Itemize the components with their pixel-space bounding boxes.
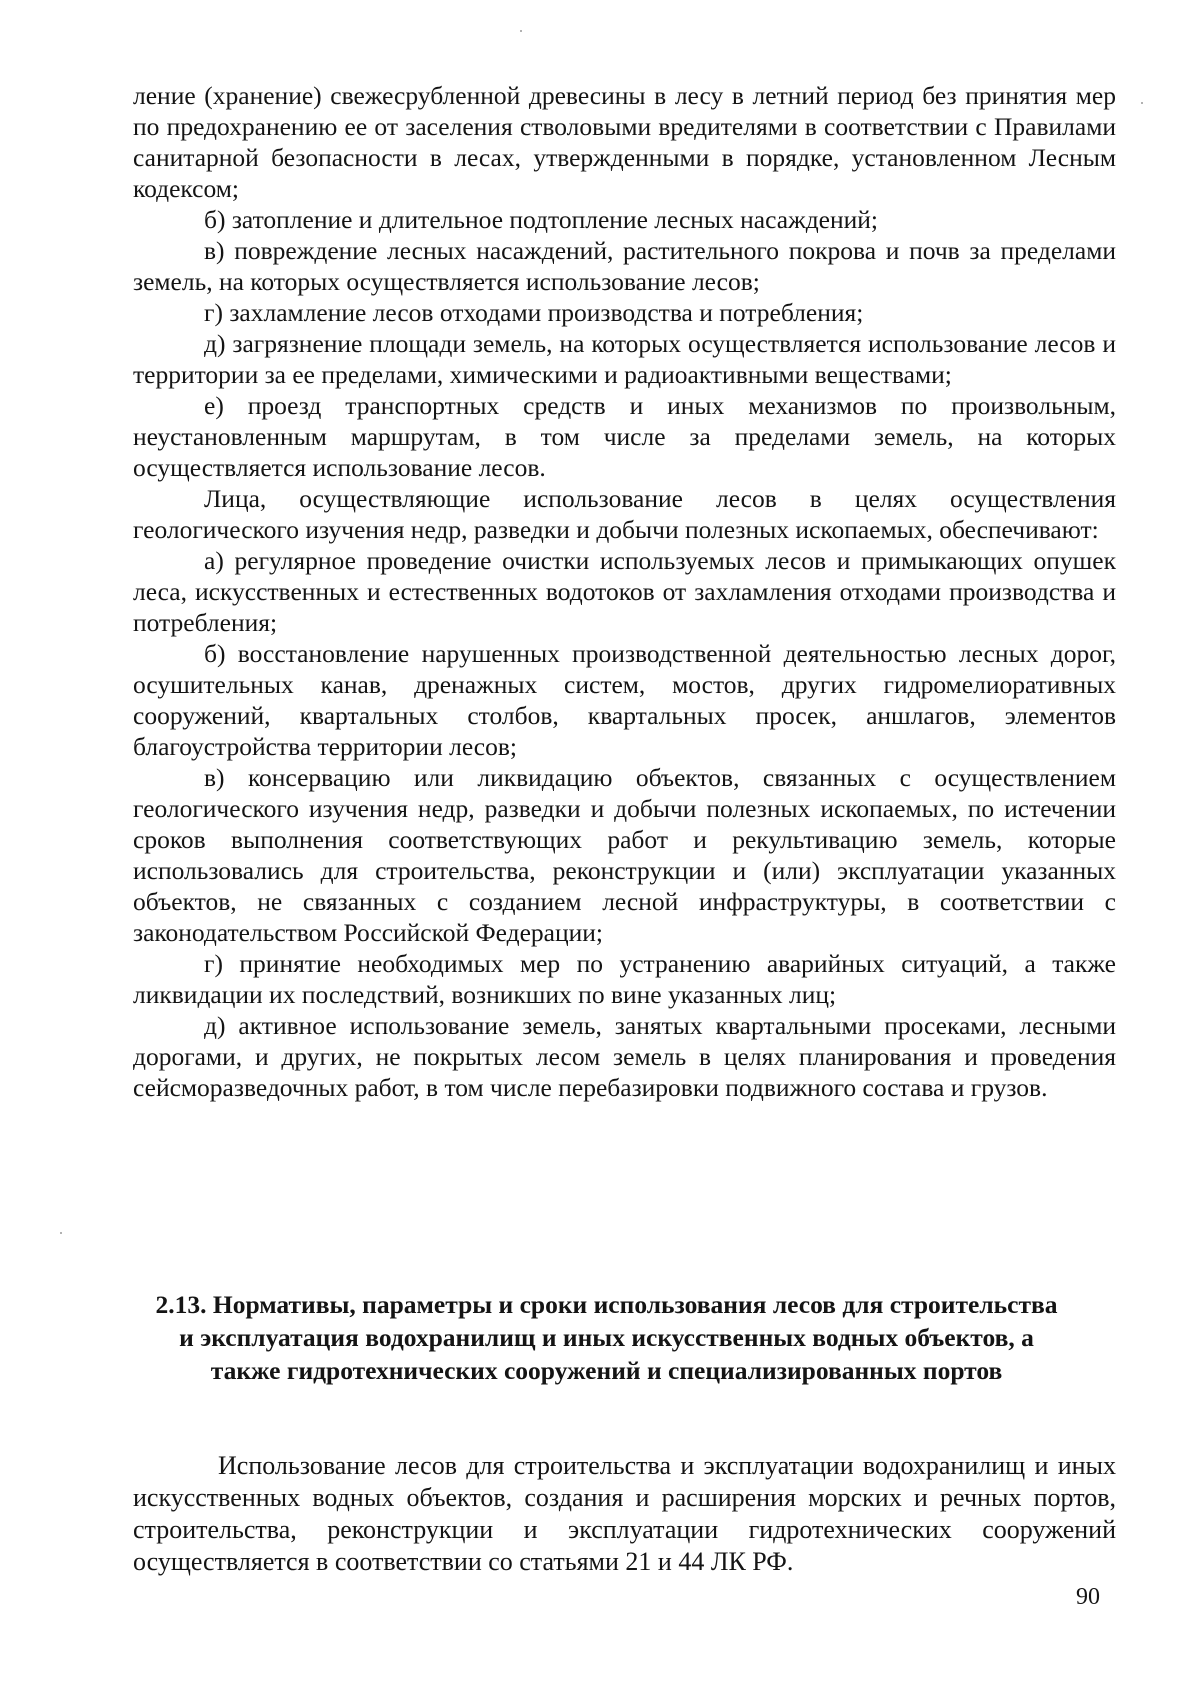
- closing-paragraph: Использование лесов для строительства и эксплуатации водохранилищ и иных искусственных водных объектов, создания и расширения морских и речных портов, строительства, реконструкции и эксплуатации гидротехнических сооружений осуществляется в соответствии со статьями 21 и 44 ЛК РФ.: [133, 1451, 1116, 1576]
- scan-speck: [60, 1232, 62, 1234]
- paragraph-continuation: ление (хранение) свежесрубленной древесины в лесу в летний период без принятия мер по предохранению ее от заселения стволовыми вредителями в соответствии с Правилами санитарной безопасности в лесах, утвержденными в порядке, установленном Лесным кодексом;: [133, 81, 1116, 203]
- paragraph-item-b: б) затопление и длительное подтопление лесных насаждений;: [204, 205, 879, 234]
- paragraph-obligation-d: д) активное использование земель, занятых квартальными просеками, лесными дорогами, и других, не покрытых лесом земель в целях планирования и проведения сейсморазведочных работ, в том числе перебазировки подвижного состава и грузов.: [133, 1011, 1116, 1102]
- section-heading: 2.13. Нормативы, параметры и сроки использования лесов для строительства и эксплуатация водохранилищ и иных искусственных водных объектов, а также гидротехнических сооружений и специализированных портов: [155, 1290, 1058, 1385]
- paragraph-obligation-a: а) регулярное проведение очистки используемых лесов и примыкающих опушек леса, искусственных и естественных водотоков от захламления отходами производства и потребления;: [133, 546, 1116, 637]
- paragraph-obligation-g: г) принятие необходимых мер по устранению аварийных ситуаций, а также ликвидации их последствий, возникших по вине указанных лиц;: [133, 949, 1116, 1009]
- paragraph-item-d: д) загрязнение площади земель, на которых осуществляется использование лесов и территории за ее пределами, химическими и радиоактивными веществами;: [133, 329, 1116, 389]
- scan-speck: [520, 30, 522, 32]
- closing-text: [133, 1450, 1116, 1578]
- page-number: 90: [1076, 1584, 1100, 1610]
- paragraph-obligation-v: в) консервацию или ликвидацию объектов, связанных с осуществлением геологического изучения недр, разведки и добычи полезных ископаемых, по истечении сроков выполнения соответствующих работ и рекультивацию земель, которые использовались для строительства, реконструкции и (или) эксплуатации указанных объектов, не связанных с созданием лесной инфраструктуры, в соответствии с законодательством Российской Федерации;: [133, 763, 1116, 947]
- paragraph-persons-obligations: Лица, осуществляющие использование лесов в целях осуществления геологического изучения недр, разведки и добычи полезных ископаемых, обеспечивают:: [133, 484, 1116, 544]
- paragraph-item-e: е) проезд транспортных средств и иных механизмов по произвольным, неустановленным маршрутам, в том числе за пределами земель, на которых осуществляется использование лесов.: [133, 391, 1116, 482]
- paragraph-obligation-b: б) восстановление нарушенных производственной деятельностью лесных дорог, осушительных канав, дренажных систем, мостов, других гидромелиоративных сооружений, квартальных столбов, квартальных просек, аншлагов, элементов благоустройства территории лесов;: [133, 639, 1116, 761]
- paragraph-item-v: в) повреждение лесных насаждений, растительного покрова и почв за пределами земель, на которых осуществляется использование лесов;: [133, 236, 1116, 296]
- scan-speck: [1141, 102, 1143, 104]
- body-text: [133, 80, 1116, 1103]
- paragraph-item-g: г) захламление лесов отходами производства и потребления;: [204, 298, 864, 327]
